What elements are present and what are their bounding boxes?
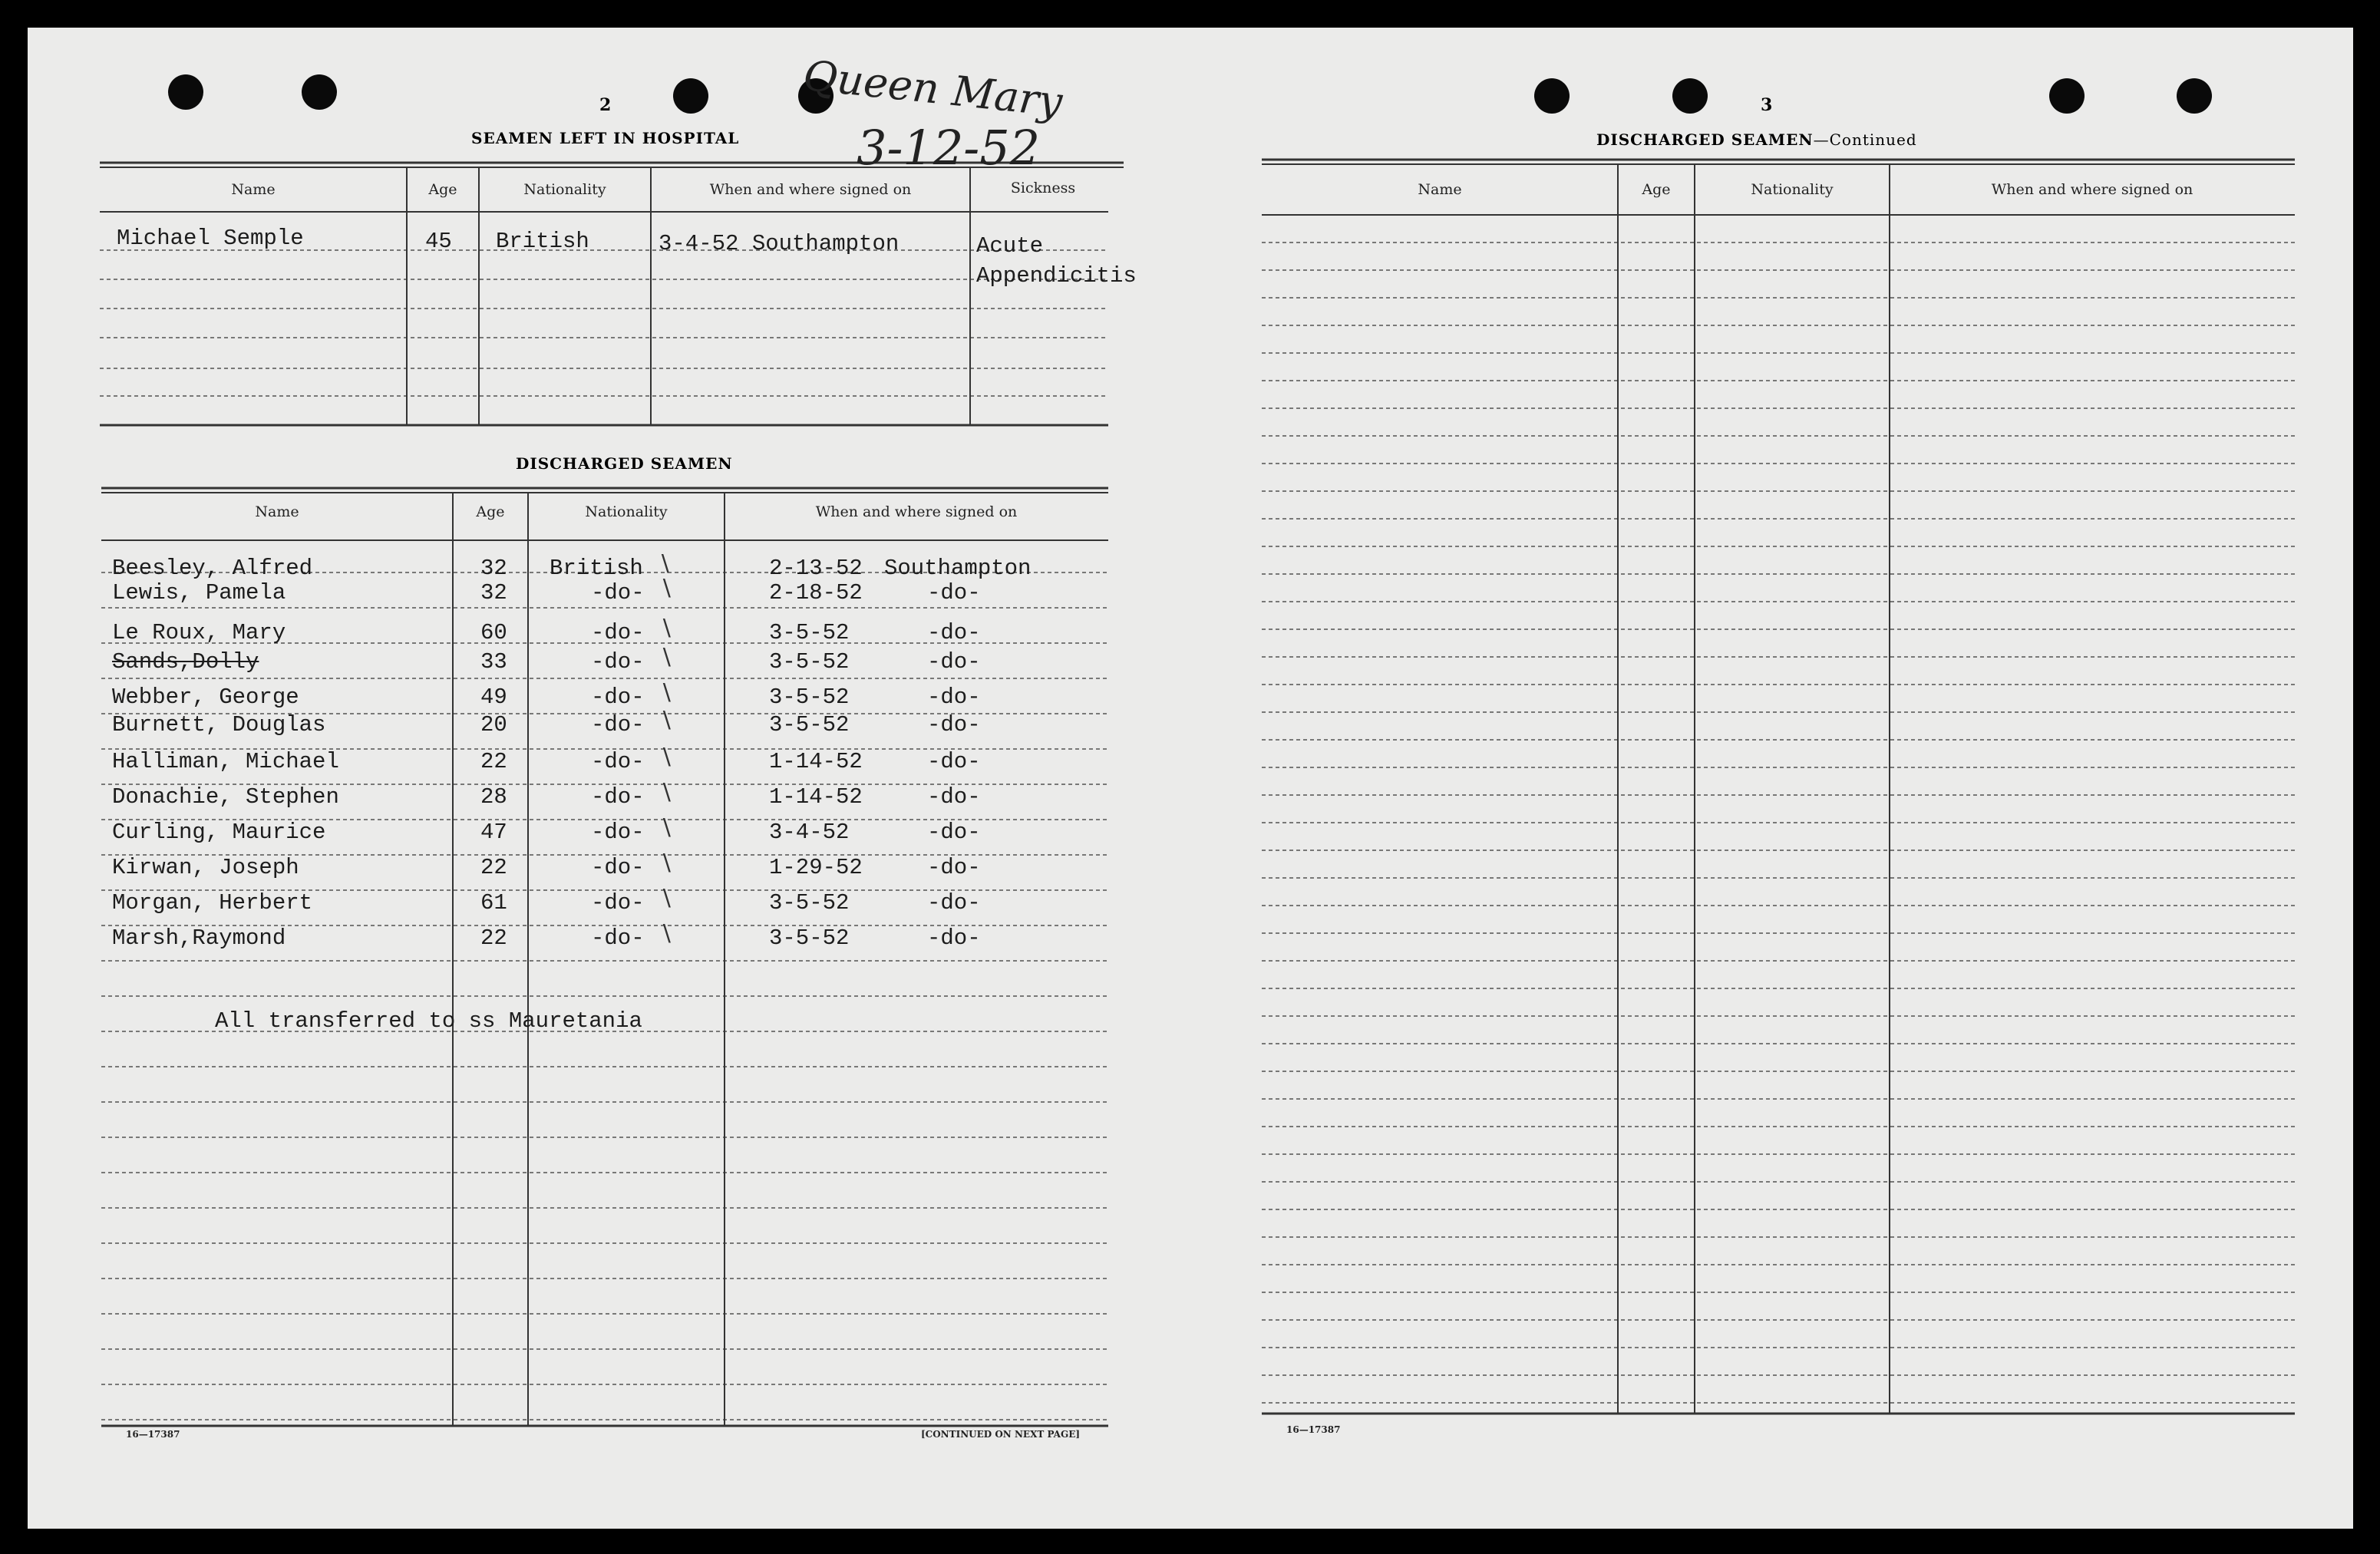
row-name: Beesley, Alfred [112,556,313,581]
row-age: 22 [480,749,507,774]
right-col-nationality: Nationality [1751,181,1834,198]
check-mark: ∖ [659,853,674,879]
hospital-row-sickness: Appendicitis [976,263,1137,289]
check-mark: ∖ [659,923,674,949]
check-mark: ∖ [659,817,674,843]
row-age: 32 [480,580,507,605]
punch-hole [1534,78,1570,114]
row-nationality: -do- [591,685,645,710]
row-date: 2-18-52 [769,580,863,605]
ship-name-handwriting: Queen Mary [800,51,1065,127]
row-nationality: -do- [591,712,645,737]
row-name: Le Roux, Mary [112,620,286,645]
form-number-left: 16—17387 [126,1429,180,1440]
row-place: -do- [927,620,981,645]
row-place: -do- [927,749,981,774]
hospital-row-sickness: Acute [976,233,1044,259]
row-name: Donachie, Stephen [112,784,339,810]
row-nationality: -do- [591,749,645,774]
row-date: 3-5-52 [769,890,850,916]
row-place: -do- [927,580,981,605]
right-col-name: Name [1418,181,1462,198]
row-place: -do- [927,784,981,810]
row-name: Sands,Dolly [112,649,259,675]
form-ruling [28,28,2353,1529]
hospital-col-signed-on: When and where signed on [709,181,912,198]
check-mark: ∖ [659,782,674,808]
punch-hole [673,78,708,114]
hospital-col-sickness: Sickness [1010,180,1076,196]
row-date: 2-13-52 [769,556,863,581]
row-date: 3-5-52 [769,620,850,645]
check-mark: ∖ [659,888,674,914]
discharged-col-age: Age [476,503,505,520]
row-place: -do- [927,890,981,916]
punch-hole [2177,78,2212,114]
date-handwriting: 3-12-52 [857,120,1041,176]
row-place: -do- [927,685,981,710]
row-name: Marsh,Raymond [112,925,286,951]
row-place: Southampton [884,556,1032,581]
check-mark: ∖ [659,710,674,736]
row-nationality: -do- [591,580,645,605]
row-age: 32 [480,556,507,581]
row-nationality: -do- [591,620,645,645]
hospital-section-title: SEAMEN LEFT IN HOSPITAL [471,129,740,147]
row-age: 33 [480,649,507,675]
row-name: Halliman, Michael [112,749,339,774]
row-place: -do- [927,712,981,737]
hospital-col-nationality: Nationality [523,181,606,198]
row-nationality: British [550,556,643,581]
row-date: 3-5-52 [769,712,850,737]
row-nationality: -do- [591,890,645,916]
check-mark: ∖ [659,578,674,604]
punch-hole [1672,78,1708,114]
row-age: 22 [480,855,507,880]
check-mark: ∖ [657,553,672,579]
discharged-col-name: Name [255,503,299,520]
row-name: Lewis, Pamela [112,580,286,605]
check-mark: ∖ [659,682,674,708]
row-name: Curling, Maurice [112,820,326,845]
page-number-right: 3 [1761,95,1773,115]
row-age: 49 [480,685,507,710]
hospital-row-signed-on: 3-4-52 Southampton [659,231,900,256]
form-number-right: 16—17387 [1286,1424,1341,1435]
check-mark: ∖ [659,647,674,673]
row-age: 61 [480,890,507,916]
punch-hole [302,74,337,110]
hospital-row-name: Michael Semple [117,226,304,251]
discharged-section-title: DISCHARGED SEAMEN [516,454,733,473]
row-nationality: -do- [591,649,645,675]
hospital-col-name: Name [231,181,276,198]
row-nationality: -do- [591,820,645,845]
row-date: 1-14-52 [769,749,863,774]
row-date: 3-5-52 [769,685,850,710]
row-age: 60 [480,620,507,645]
row-nationality: -do- [591,925,645,951]
discharged-col-signed-on: When and where signed on [815,503,1018,520]
row-age: 20 [480,712,507,737]
right-col-age: Age [1642,181,1671,198]
punch-hole [2049,78,2085,114]
transfer-note: All transferred to ss Mauretania [215,1008,642,1034]
punch-hole [168,74,203,110]
discharged-col-nationality: Nationality [585,503,668,520]
right-title-main: DISCHARGED SEAMEN [1596,130,1814,149]
row-date: 3-5-52 [769,649,850,675]
right-col-signed-on: When and where signed on [1991,181,2193,198]
row-date: 1-14-52 [769,784,863,810]
row-date: 1-29-52 [769,855,863,880]
row-age: 47 [480,820,507,845]
row-place: -do- [927,855,981,880]
row-name: Morgan, Herbert [112,890,313,916]
row-place: -do- [927,649,981,675]
row-name: Webber, George [112,685,299,710]
hospital-row-age: 45 [425,229,452,254]
continued-note: [CONTINUED ON NEXT PAGE] [921,1429,1081,1440]
hospital-row-nationality: British [496,229,589,254]
row-name: Burnett, Douglas [112,712,326,737]
right-section-title [1596,130,1917,149]
row-date: 3-4-52 [769,820,850,845]
row-nationality: -do- [591,855,645,880]
row-date: 3-5-52 [769,925,850,951]
row-age: 28 [480,784,507,810]
hospital-col-age: Age [428,181,457,198]
row-name: Kirwan, Joseph [112,855,299,880]
row-age: 22 [480,925,507,951]
document-sheet [28,28,2353,1529]
row-nationality: -do- [591,784,645,810]
check-mark: ∖ [659,747,674,773]
row-place: -do- [927,820,981,845]
row-place: -do- [927,925,981,951]
right-title-suffix: —Continued [1813,130,1917,149]
page-number-left: 2 [599,95,612,115]
check-mark: ∖ [659,618,674,644]
